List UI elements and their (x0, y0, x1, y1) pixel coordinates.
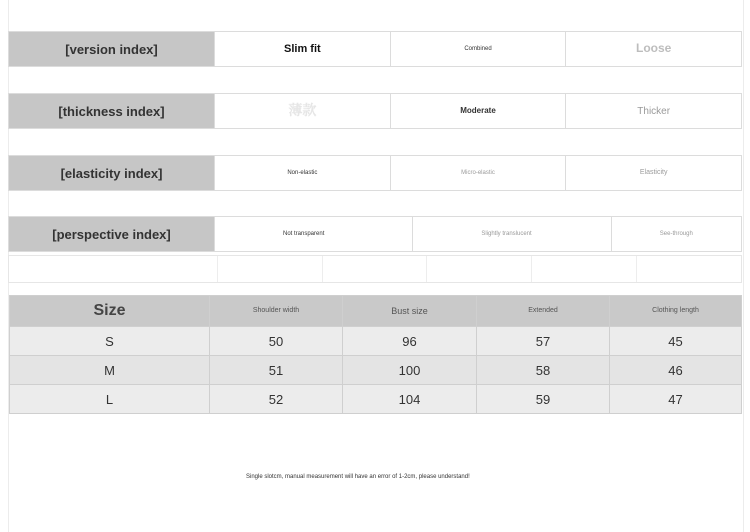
elasticity-index-row (8, 155, 742, 191)
perspective-option-slightly-translucent: Slightly translucent (412, 217, 610, 251)
cell-length: 47 (610, 385, 742, 414)
header-size: Size (10, 296, 210, 327)
perspective-option-see-through: See-through (611, 217, 741, 251)
size-table (9, 295, 742, 414)
thickness-option-thicker: Thicker (565, 94, 741, 128)
cell-extended: 57 (477, 327, 610, 356)
table-row (10, 327, 742, 356)
cell-extended: 59 (477, 385, 610, 414)
elasticity-option-elasticity: Elasticity (565, 156, 741, 190)
thickness-index-label: [thickness index] (9, 94, 214, 128)
perspective-index-label: [perspective index] (9, 217, 214, 251)
version-index-row (8, 31, 742, 67)
cell-length: 46 (610, 356, 742, 385)
version-option-slim-fit: Slim fit (214, 32, 390, 66)
cell-bust: 100 (343, 356, 477, 385)
version-option-combined: Combined (390, 32, 566, 66)
cell-shoulder: 51 (210, 356, 343, 385)
elasticity-index-label: [elasticity index] (9, 156, 214, 190)
thickness-option-moderate: Moderate (390, 94, 566, 128)
header-shoulder-width: Shoulder width (210, 296, 343, 327)
cell-length: 45 (610, 327, 742, 356)
size-table-header-row (10, 296, 742, 327)
elasticity-option-micro-elastic: Micro-elastic (390, 156, 566, 190)
thickness-option-thin: 薄款 (214, 94, 390, 128)
elasticity-option-non-elastic: Non-elastic (214, 156, 390, 190)
header-bust-size: Bust size (343, 296, 477, 327)
table-row (10, 385, 742, 414)
measurement-note: Single slotcm, manual measurement will have an error of 1-2cm, please understand! (246, 474, 470, 480)
cell-size: M (10, 356, 210, 385)
empty-divider-row (8, 255, 742, 283)
header-clothing-length: Clothing length (610, 296, 742, 327)
header-extended: Extended (477, 296, 610, 327)
cell-bust: 104 (343, 385, 477, 414)
perspective-option-not-transparent: Not transparent (214, 217, 412, 251)
cell-shoulder: 52 (210, 385, 343, 414)
cell-bust: 96 (343, 327, 477, 356)
version-option-loose: Loose (565, 32, 741, 66)
cell-size: L (10, 385, 210, 414)
version-index-label: [version index] (9, 32, 214, 66)
cell-extended: 58 (477, 356, 610, 385)
table-row (10, 356, 742, 385)
cell-size: S (10, 327, 210, 356)
thickness-index-row (8, 93, 742, 129)
cell-shoulder: 50 (210, 327, 343, 356)
perspective-index-row (8, 216, 742, 252)
